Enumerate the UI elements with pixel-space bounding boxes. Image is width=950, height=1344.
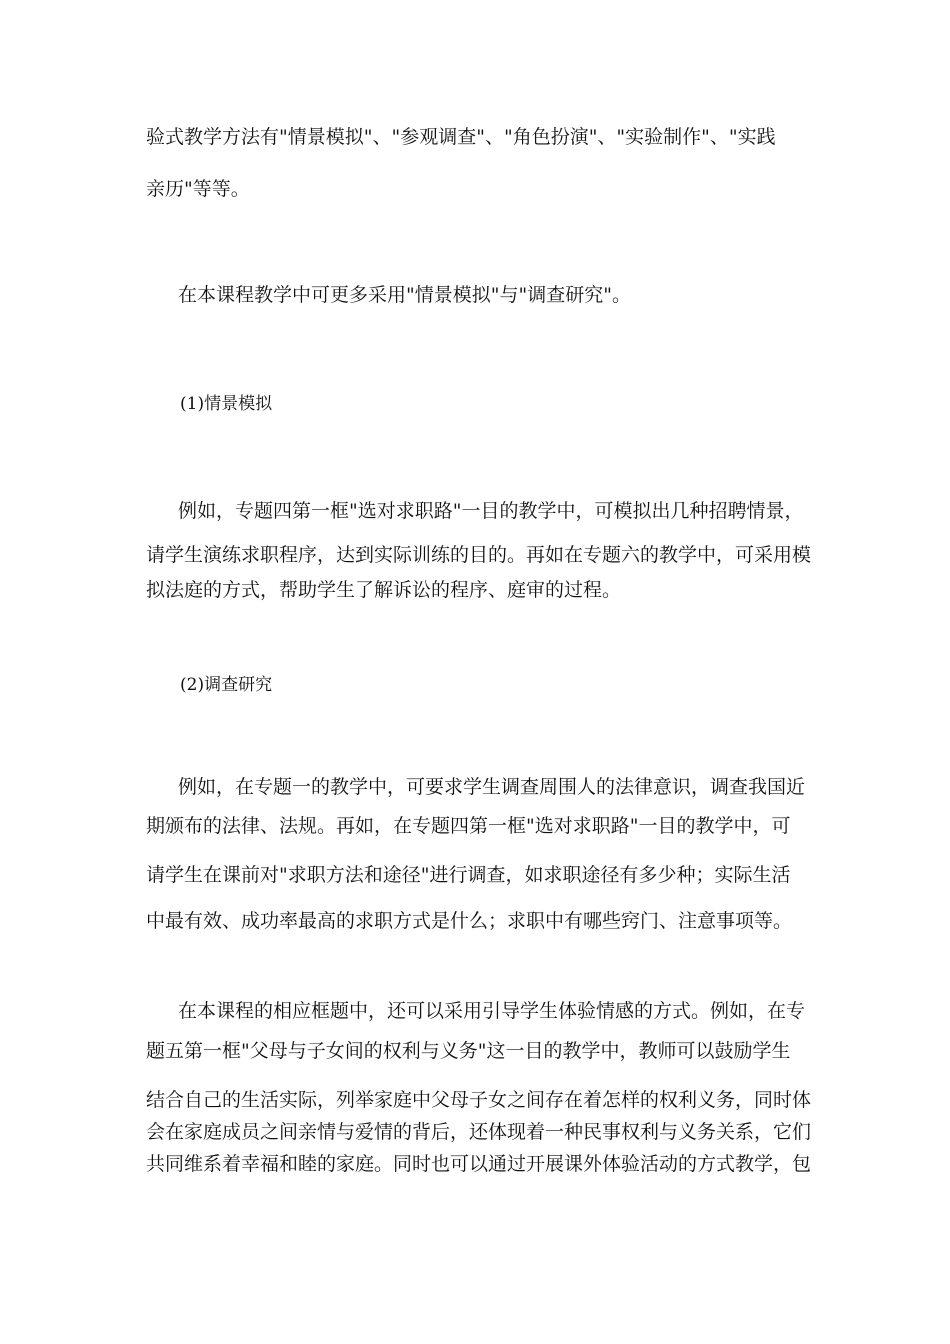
paragraph-line: 在本课程教学中可更多采用"情景模拟"与"调查研究"。 xyxy=(178,284,631,306)
paragraph-line: 拟法庭的方式，帮助学生了解诉讼的程序、庭审的过程。 xyxy=(146,579,622,601)
paragraph-line: 亲历"等等。 xyxy=(146,178,250,200)
paragraph-line: 请学生演练求职程序，达到实际训练的目的。再如在专题六的教学中，可采用模 xyxy=(146,544,812,566)
paragraph-line: 中最有效、成功率最高的求职方式是什么；求职中有哪些窍门、注意事项等。 xyxy=(146,910,793,932)
paragraph-line: 期颁布的法律、法规。再如，在专题四第一框"选对求职路"一目的教学中，可 xyxy=(146,815,791,837)
paragraph-line: 验式教学方法有"情景模拟"、"参观调查"、"角色扮演"、"实验制作"、"实践 xyxy=(146,126,776,148)
paragraph-line: 会在家庭成员之间亲情与爱情的背后，还体现着一种民事权利与义务关系，它们 xyxy=(146,1121,812,1143)
paragraph-line: 例如，专题四第一框"选对求职路"一目的教学中，可模拟出几种招聘情景， xyxy=(178,500,804,522)
paragraph-line: 请学生在课前对"求职方法和途径"进行调查，如求职途径有多少种；实际生活 xyxy=(146,864,791,886)
paragraph-line: 结合自己的生活实际，列举家庭中父母子女之间存在着怎样的权利义务，同时体 xyxy=(146,1089,812,1111)
paragraph-line: 题五第一框"父母与子女间的权利与义务"这一目的教学中，教师可以鼓励学生 xyxy=(146,1040,791,1062)
paragraph-line: 在本课程的相应框题中，还可以采用引导学生体验情感的方式。例如，在专 xyxy=(178,1000,806,1022)
paragraph-line: 共同维系着幸福和睦的家庭。同时也可以通过开展课外体验活动的方式教学，包 xyxy=(146,1153,812,1175)
section-heading: (2)调查研究 xyxy=(180,675,273,695)
paragraph-line: 例如，在专题一的教学中，可要求学生调查周围人的法律意识，调查我国近 xyxy=(178,776,806,798)
section-heading: (1)情景模拟 xyxy=(180,394,273,414)
